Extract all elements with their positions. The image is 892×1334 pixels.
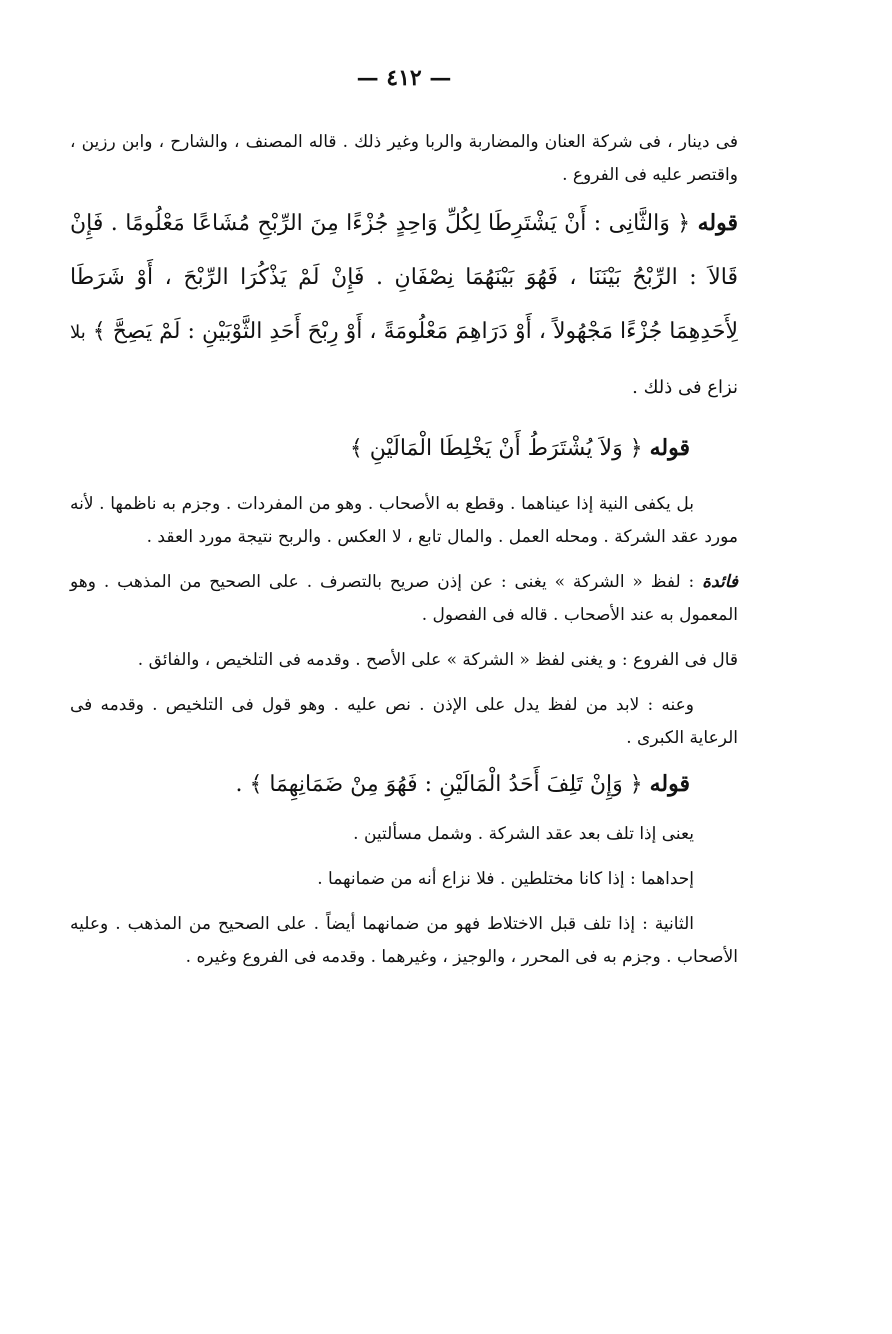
paragraph-continuation: فى دينار ، فى شركة العنان والمضاربة والربا وغير ذلك . قاله المصنف ، والشارح ، وابن رزين ، واقتصر عليه فى الفروع . bbox=[70, 132, 738, 185]
quote-label: قوله bbox=[697, 210, 738, 236]
document-page bbox=[70, 58, 738, 1288]
paragraph-intention: بل يكفى النية إذا عيناهما . وقطع به الأصحاب . وهو من المفردات . وجزم به ناظمها . لأنه مورد عقد الشركة . ومحله العمل . والمال تابع ، لا العكس . والربح نتيجة مورد العقد . bbox=[70, 494, 738, 547]
paragraph-benefit bbox=[70, 566, 738, 632]
quote-block-mixing-capital bbox=[70, 421, 738, 476]
quote-text: ﴿ وَالثَّانِى : أَنْ يَشْتَرِطَا لِكُلِّ وَاحِدٍ جُزْءًا مِنَ الرِّبْحِ مُشَاعًا مَعْلُومًا . فَإِنْ قَالاَ : الرِّبْحُ بَيْنَنَا ، فَهُوَ بَيْنَهُمَا نِصْفَانِ . فَإِنْ لَمْ يَذْكُرَا الرِّبْحَ ، أَوْ شَرَطَا لِأَحَدِهِمَا جُزْءًا مَجْهُولاً ، أَوْ دَرَاهِمَ مَعْلُومَةً ، أَوْ رِبْحَ أَحَدِ الثَّوْبَيْنِ : لَمْ يَصِحَّ ﴾ bbox=[70, 211, 738, 344]
benefit-text: : لفظ « الشركة » يغنى : عن إذن صريح بالتصرف . على الصحيح من المذهب . وهو المعمول به عند الأصحاب . قاله فى الفصول . bbox=[70, 572, 738, 625]
quote-text: ﴿ وَلاَ يُشْتَرَطُ أَنْ يَخْلِطَا الْمَالَيْنِ ﴾ bbox=[349, 436, 643, 461]
quote-text: ﴿ وَإِنْ تَلِفَ أَحَدُ الْمَالَيْنِ : فَهُوَ مِنْ ضَمَانِهِمَا ﴾ . bbox=[235, 772, 643, 797]
paragraph-furu: قال فى الفروع : و يغنى لفظ « الشركة » على الأصح . وقدمه فى التلخيص ، والفائق . bbox=[137, 650, 738, 670]
page-number: — ٤١٢ — bbox=[356, 65, 452, 91]
quote-block-loss bbox=[70, 757, 738, 812]
paragraph-case-one: إحداهما : إذا كانا مختلطين . فلا نزاع أنه من ضمانهما . bbox=[317, 869, 694, 889]
quote-trailing-comment: بلا نزاع فى ذلك . bbox=[70, 322, 738, 398]
quote-block-profit-condition bbox=[70, 196, 738, 415]
quote-label: قوله bbox=[649, 771, 690, 797]
paragraph-two-cases: يعنى إذا تلف بعد عقد الشركة . وشمل مسألتين . bbox=[353, 824, 694, 844]
paragraph-riwaya: وعنه : لابد من لفظ يدل على الإذن . نص عليه . وهو قول فى التلخيص . وقدمه فى الرعاية الكبرى . bbox=[70, 695, 738, 748]
paragraph-case-two: الثانية : إذا تلف قبل الاختلاط فهو من ضمانهما أيضاً . على الصحيح من المذهب . وعليه الأصحاب . وجزم به فى المحرر ، والوجيز ، وغيرهما . وقدمه فى الفروع وغيره . bbox=[70, 914, 738, 967]
quote-label: قوله bbox=[649, 435, 690, 461]
benefit-label: فائدة bbox=[702, 572, 739, 592]
